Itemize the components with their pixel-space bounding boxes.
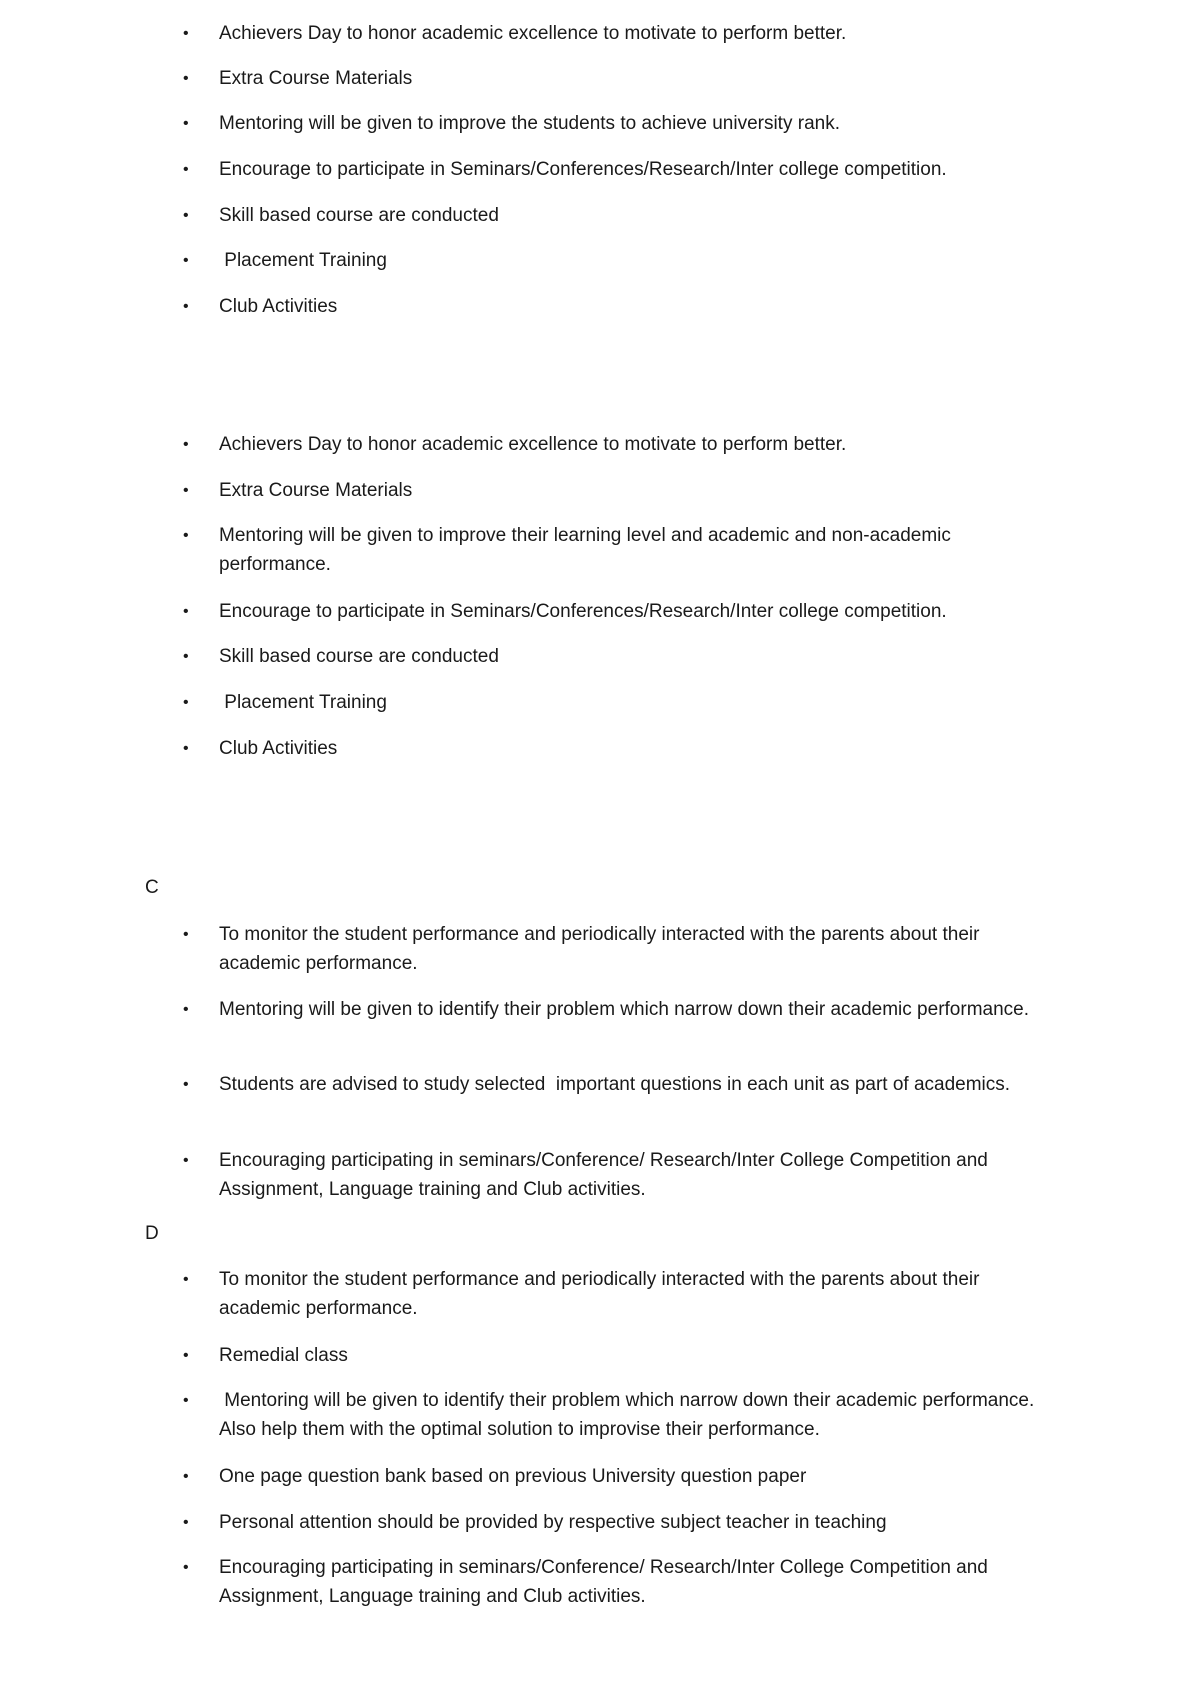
list-item-text: Skill based course are conducted (219, 646, 499, 667)
bullet-icon: • (183, 1514, 189, 1531)
bullet-icon: • (183, 740, 189, 757)
list-item-text: Encouraging participating in seminars/Conference/ Research/Inter College Competition and Assignment, Language training and Club activities. (219, 1557, 993, 1607)
list-item-text: Placement Training (219, 250, 387, 271)
bullet-icon: • (183, 115, 189, 132)
list-item-text: Skill based course are conducted (219, 205, 499, 226)
list-item-text: Mentoring will be given to improve the students to achieve university rank. (219, 113, 840, 134)
list-item-text: One page question bank based on previous University question paper (219, 1466, 807, 1487)
list-item-text: Mentoring will be given to identify their problem which narrow down their academic performance. Also help them with the optimal solution to improvise their performance. (219, 1390, 1039, 1440)
bullet-icon: • (183, 1468, 189, 1485)
bullet-icon: • (183, 70, 189, 87)
list-item-text: To monitor the student performance and periodically interacted with the parents about their academic performance. (219, 924, 985, 974)
bullet-icon: • (183, 694, 189, 711)
list-item-text: Achievers Day to honor academic excellence to motivate to perform better. (219, 23, 847, 44)
list-item-text: Mentoring will be given to identify their problem which narrow down their academic performance. (219, 999, 1029, 1020)
bullet-icon: • (183, 436, 189, 453)
list-item-text: Encouraging participating in seminars/Conference/ Research/Inter College Competition and Assignment, Language training and Club activities. (219, 1150, 993, 1200)
bullet-icon: • (183, 926, 189, 943)
bullet-icon: • (183, 1559, 189, 1576)
bullet-icon: • (183, 482, 189, 499)
list-item-text: Personal attention should be provided by respective subject teacher in teaching (219, 1512, 887, 1533)
list-item-text: To monitor the student performance and periodically interacted with the parents about their academic performance. (219, 1269, 985, 1319)
bullet-icon: • (183, 1152, 189, 1169)
bullet-icon: • (183, 1076, 189, 1093)
list-item-text: Club Activities (219, 738, 338, 759)
list-item-text: Club Activities (219, 296, 338, 317)
bullet-icon: • (183, 298, 189, 315)
bullet-icon: • (183, 252, 189, 269)
bullet-icon: • (183, 1001, 189, 1018)
list-item-text: Students are advised to study selected important questions in each unit as part of academics. (219, 1074, 1011, 1095)
bullet-icon: • (183, 207, 189, 224)
bullet-icon: • (183, 25, 189, 42)
list-item-text: Extra Course Materials (219, 480, 413, 501)
list-item-text: Encourage to participate in Seminars/Conferences/Research/Inter college competition. (219, 159, 947, 180)
list-item-text: Encourage to participate in Seminars/Conferences/Research/Inter college competition. (219, 601, 947, 622)
bullet-icon: • (183, 527, 189, 544)
section-heading-c: C (145, 877, 159, 898)
list-item-text: Remedial class (219, 1345, 348, 1366)
list-item-text: Placement Training (219, 692, 387, 713)
bullet-icon: • (183, 603, 189, 620)
section-heading-d: D (145, 1223, 159, 1244)
bullet-icon: • (183, 1271, 189, 1288)
bullet-icon: • (183, 161, 189, 178)
bullet-icon: • (183, 648, 189, 665)
bullet-icon: • (183, 1392, 189, 1409)
list-item-text: Extra Course Materials (219, 68, 413, 89)
list-item-text: Mentoring will be given to improve their learning level and academic and non-academic performance. (219, 525, 957, 575)
bullet-icon: • (183, 1347, 189, 1364)
list-item-text: Achievers Day to honor academic excellence to motivate to perform better. (219, 434, 847, 455)
